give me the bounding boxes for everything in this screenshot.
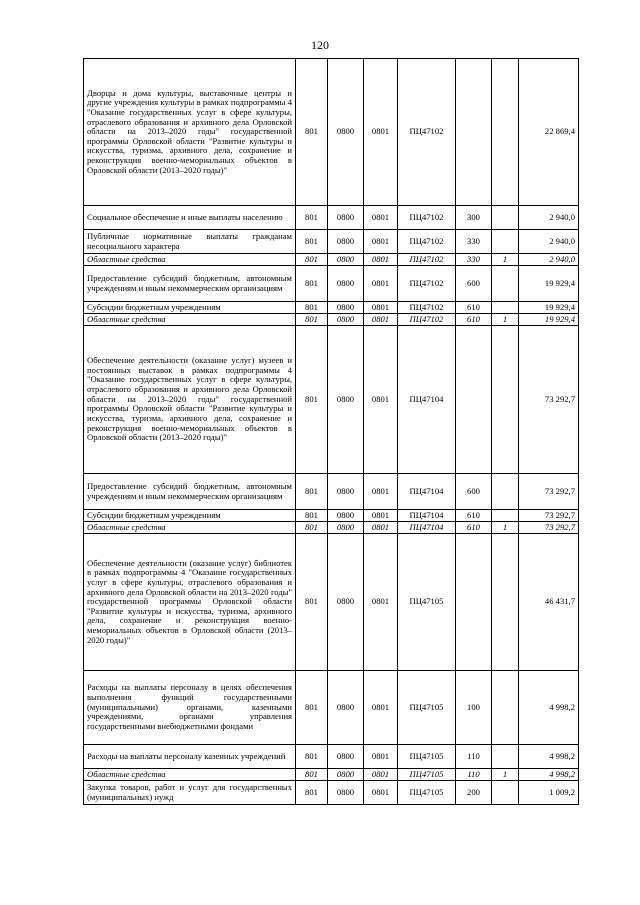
amount-cell: 4 998,2 xyxy=(519,745,579,769)
subsection-code-cell: 0801 xyxy=(364,59,398,206)
subsection-code-cell: 0801 xyxy=(364,522,398,534)
ministry-code-cell: 801 xyxy=(296,326,328,474)
amount-cell: 4 998,2 xyxy=(519,671,579,745)
expense-type-cell: 110 xyxy=(456,745,492,769)
expense-name-cell: Областные средства xyxy=(84,254,296,266)
table-row xyxy=(84,206,579,230)
subsection-code-cell: 0801 xyxy=(364,769,398,781)
target-article-cell: ПЦ47104 xyxy=(398,326,456,474)
table-row xyxy=(84,474,579,510)
section-code-cell: 0800 xyxy=(328,314,364,326)
section-code-cell: 0800 xyxy=(328,534,364,671)
expense-name-cell: Предоставление субсидий бюджетным, автономным учреждениям и иным некоммерческим организациям xyxy=(84,266,296,302)
target-article-cell: ПЦ47105 xyxy=(398,534,456,671)
funding-source-cell xyxy=(492,474,519,510)
section-code-cell: 0800 xyxy=(328,769,364,781)
expense-name-cell: Субсидии бюджетным учреждениям xyxy=(84,302,296,314)
funding-source-cell xyxy=(492,671,519,745)
section-code-cell: 0800 xyxy=(328,59,364,206)
ministry-code-cell: 801 xyxy=(296,769,328,781)
expense-name-cell: Областные средства xyxy=(84,522,296,534)
ministry-code-cell: 801 xyxy=(296,522,328,534)
amount-cell: 19 929,4 xyxy=(519,302,579,314)
ministry-code-cell: 801 xyxy=(296,230,328,254)
subsection-code-cell: 0801 xyxy=(364,534,398,671)
amount-cell: 22 869,4 xyxy=(519,59,579,206)
expense-name-cell: Публичные нормативные выплаты гражданам несоциального характера xyxy=(84,230,296,254)
section-code-cell: 0800 xyxy=(328,206,364,230)
amount-cell: 73 292,7 xyxy=(519,474,579,510)
expense-name-cell: Предоставление субсидий бюджетным, автономным учреждениям и иным некоммерческим организациям xyxy=(84,474,296,510)
ministry-code-cell: 801 xyxy=(296,781,328,805)
subsection-code-cell: 0801 xyxy=(364,326,398,474)
ministry-code-cell: 801 xyxy=(296,206,328,230)
table-row xyxy=(84,781,579,805)
funding-source-cell: 1 xyxy=(492,522,519,534)
table-row xyxy=(84,254,579,266)
expense-type-cell: 200 xyxy=(456,781,492,805)
ministry-code-cell: 801 xyxy=(296,314,328,326)
expense-name-cell: Расходы на выплаты персоналу казенных учреждений xyxy=(84,745,296,769)
target-article-cell: ПЦ47102 xyxy=(398,59,456,206)
target-article-cell: ПЦ47105 xyxy=(398,769,456,781)
funding-source-cell: 1 xyxy=(492,314,519,326)
expense-name-cell: Дворцы и дома культуры, выставочные центры и другие учреждения культуры в рамках подпрограммы 4 "Оказание государственных услуг в сфере культуры, отраслевого образования и архивного дела Орловской области на 2013–2020 годы" государственной программы Орловской области "Развитие культуры и искусства, туризма, архивного дела, сохранение и реконструкция военно-мемориальных объектов в Орловской области (2013–2020 годы)" xyxy=(84,59,296,206)
subsection-code-cell: 0801 xyxy=(364,266,398,302)
expense-type-cell: 610 xyxy=(456,522,492,534)
subsection-code-cell: 0801 xyxy=(364,302,398,314)
table-row xyxy=(84,510,579,522)
amount-cell: 4 998,2 xyxy=(519,769,579,781)
expense-type-cell: 330 xyxy=(456,230,492,254)
funding-source-cell xyxy=(492,326,519,474)
section-code-cell: 0800 xyxy=(328,254,364,266)
amount-cell: 1 009,2 xyxy=(519,781,579,805)
section-code-cell: 0800 xyxy=(328,266,364,302)
section-code-cell: 0800 xyxy=(328,745,364,769)
budget-table-body xyxy=(84,59,579,805)
expense-type-cell: 610 xyxy=(456,510,492,522)
target-article-cell: ПЦ47105 xyxy=(398,781,456,805)
table-row xyxy=(84,534,579,671)
target-article-cell: ПЦ47102 xyxy=(398,254,456,266)
amount-cell: 73 292,7 xyxy=(519,510,579,522)
funding-source-cell xyxy=(492,510,519,522)
target-article-cell: ПЦ47104 xyxy=(398,510,456,522)
expense-type-cell xyxy=(456,59,492,206)
expense-name-cell: Обеспечение деятельности (оказание услуг) музеев и постоянных выставок в рамках подпрограммы 4 "Оказание государственных услуг в сфере культуры, отраслевого образования и архивного дела Орловской области на 2013–2020 годы" государственной программы Орловской области "Развитие культуры и искусства, туризма, архивного дела, сохранение и реконструкция военно-мемориальных объектов в Орловской области (2013–2020 годы)" xyxy=(84,326,296,474)
target-article-cell: ПЦ47104 xyxy=(398,522,456,534)
amount-cell: 73 292,7 xyxy=(519,522,579,534)
subsection-code-cell: 0801 xyxy=(364,314,398,326)
ministry-code-cell: 801 xyxy=(296,745,328,769)
target-article-cell: ПЦ47102 xyxy=(398,314,456,326)
expense-type-cell: 600 xyxy=(456,474,492,510)
amount-cell: 19 929,4 xyxy=(519,266,579,302)
ministry-code-cell: 801 xyxy=(296,59,328,206)
funding-source-cell xyxy=(492,266,519,302)
target-article-cell: ПЦ47105 xyxy=(398,671,456,745)
section-code-cell: 0800 xyxy=(328,230,364,254)
expense-type-cell xyxy=(456,534,492,671)
subsection-code-cell: 0801 xyxy=(364,206,398,230)
subsection-code-cell: 0801 xyxy=(364,230,398,254)
section-code-cell: 0800 xyxy=(328,474,364,510)
funding-source-cell xyxy=(492,230,519,254)
amount-cell: 73 292,7 xyxy=(519,326,579,474)
ministry-code-cell: 801 xyxy=(296,474,328,510)
amount-cell: 2 940,0 xyxy=(519,206,579,230)
section-code-cell: 0800 xyxy=(328,781,364,805)
funding-source-cell xyxy=(492,59,519,206)
table-row xyxy=(84,302,579,314)
funding-source-cell: 1 xyxy=(492,769,519,781)
section-code-cell: 0800 xyxy=(328,326,364,474)
amount-cell: 46 431,7 xyxy=(519,534,579,671)
subsection-code-cell: 0801 xyxy=(364,745,398,769)
table-row xyxy=(84,522,579,534)
subsection-code-cell: 0801 xyxy=(364,254,398,266)
expense-name-cell: Закупка товаров, работ и услуг для государственных (муниципальных) нужд xyxy=(84,781,296,805)
expense-name-cell: Областные средства xyxy=(84,314,296,326)
table-row xyxy=(84,314,579,326)
expense-name-cell: Областные средства xyxy=(84,769,296,781)
section-code-cell: 0800 xyxy=(328,510,364,522)
subsection-code-cell: 0801 xyxy=(364,510,398,522)
funding-source-cell xyxy=(492,781,519,805)
expense-name-cell: Социальное обеспечение и иные выплаты населению xyxy=(84,206,296,230)
target-article-cell: ПЦ47102 xyxy=(398,230,456,254)
funding-source-cell: 1 xyxy=(492,254,519,266)
expense-type-cell: 330 xyxy=(456,254,492,266)
expense-name-cell: Субсидии бюджетным учреждениям xyxy=(84,510,296,522)
table-row xyxy=(84,59,579,206)
ministry-code-cell: 801 xyxy=(296,254,328,266)
expense-type-cell: 610 xyxy=(456,302,492,314)
expense-type-cell: 610 xyxy=(456,314,492,326)
funding-source-cell xyxy=(492,745,519,769)
table-row xyxy=(84,326,579,474)
table-row xyxy=(84,671,579,745)
subsection-code-cell: 0801 xyxy=(364,474,398,510)
section-code-cell: 0800 xyxy=(328,671,364,745)
target-article-cell: ПЦ47104 xyxy=(398,474,456,510)
amount-cell: 2 940,0 xyxy=(519,254,579,266)
ministry-code-cell: 801 xyxy=(296,266,328,302)
budget-table xyxy=(83,58,579,805)
table-row xyxy=(84,745,579,769)
ministry-code-cell: 801 xyxy=(296,510,328,522)
section-code-cell: 0800 xyxy=(328,522,364,534)
target-article-cell: ПЦ47102 xyxy=(398,206,456,230)
expense-name-cell: Расходы на выплаты персоналу в целях обеспечения выполнения функций государственными (муниципальными) органами, казенными учреждениями, органами управления государственными внебюджетными фондами xyxy=(84,671,296,745)
funding-source-cell xyxy=(492,534,519,671)
expense-type-cell: 110 xyxy=(456,769,492,781)
page-number: 120 xyxy=(311,38,329,52)
expense-type-cell: 100 xyxy=(456,671,492,745)
expense-type-cell: 600 xyxy=(456,266,492,302)
expense-type-cell xyxy=(456,326,492,474)
table-row xyxy=(84,266,579,302)
target-article-cell: ПЦ47102 xyxy=(398,302,456,314)
target-article-cell: ПЦ47102 xyxy=(398,266,456,302)
amount-cell: 2 940,0 xyxy=(519,230,579,254)
table-row xyxy=(84,769,579,781)
target-article-cell: ПЦ47105 xyxy=(398,745,456,769)
funding-source-cell xyxy=(492,206,519,230)
ministry-code-cell: 801 xyxy=(296,302,328,314)
section-code-cell: 0800 xyxy=(328,302,364,314)
funding-source-cell xyxy=(492,302,519,314)
subsection-code-cell: 0801 xyxy=(364,671,398,745)
expense-type-cell: 300 xyxy=(456,206,492,230)
expense-name-cell: Обеспечение деятельности (оказание услуг) библиотек в рамках подпрограммы 4 "Оказание государственных услуг в сфере культуры, отраслевого образования и архивного дела Орловской области на 2013–2020 годы" государственной программы Орловской области "Развитие культуры и искусства, туризма, архивного дела, сохранение и реконструкция военно-мемориальных объектов в Орловской области (2013–2020 годы)" xyxy=(84,534,296,671)
amount-cell: 19 929,4 xyxy=(519,314,579,326)
table-row xyxy=(84,230,579,254)
ministry-code-cell: 801 xyxy=(296,671,328,745)
ministry-code-cell: 801 xyxy=(296,534,328,671)
subsection-code-cell: 0801 xyxy=(364,781,398,805)
